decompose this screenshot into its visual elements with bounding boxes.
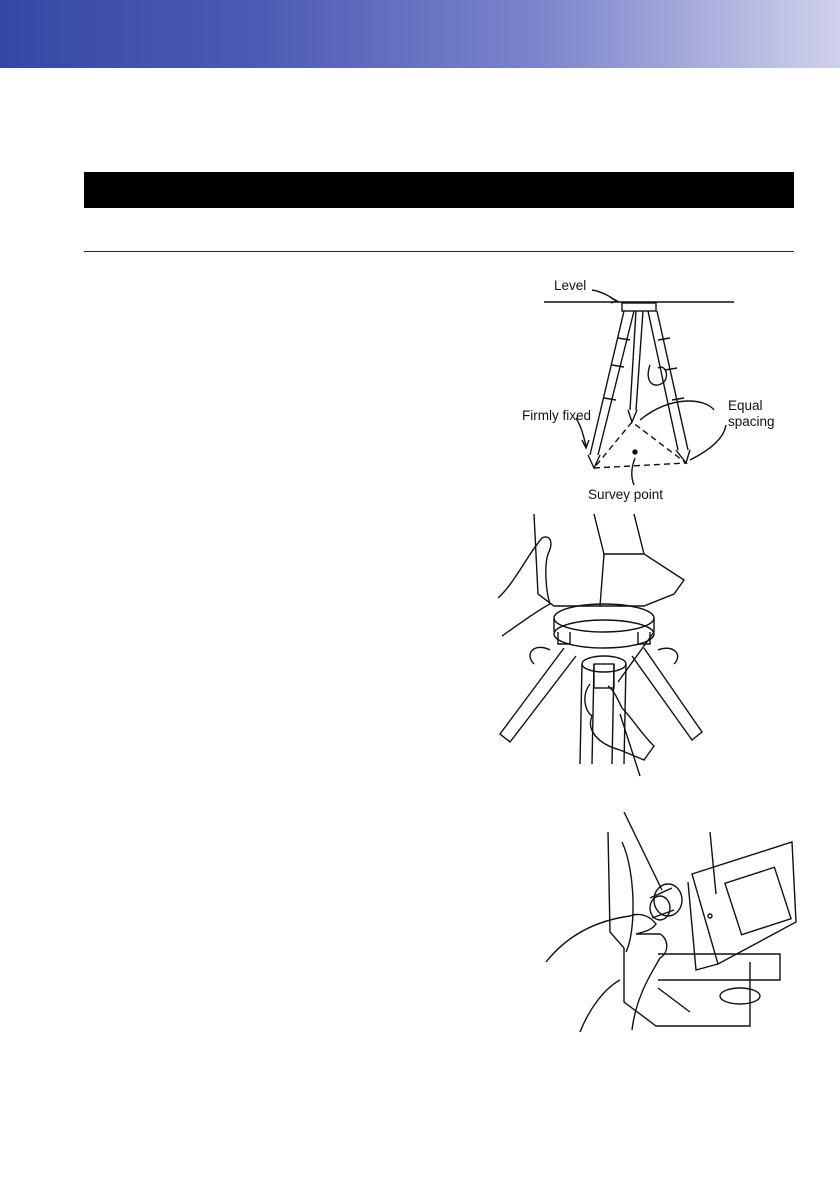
section-title-bar (84, 172, 794, 208)
knob-adjustment-figure (540, 812, 800, 1037)
level-label: Level (554, 278, 587, 293)
survey-point-label: Survey point (588, 487, 664, 502)
tripod-setup-figure (500, 270, 800, 510)
section-divider (84, 251, 794, 252)
equal-label: Equal (728, 398, 763, 413)
firmly-fixed-label: Firmly fixed (522, 408, 592, 423)
header-gradient-band (0, 0, 840, 68)
spacing-label: spacing (728, 414, 775, 429)
mounting-instrument-figure (494, 514, 724, 784)
